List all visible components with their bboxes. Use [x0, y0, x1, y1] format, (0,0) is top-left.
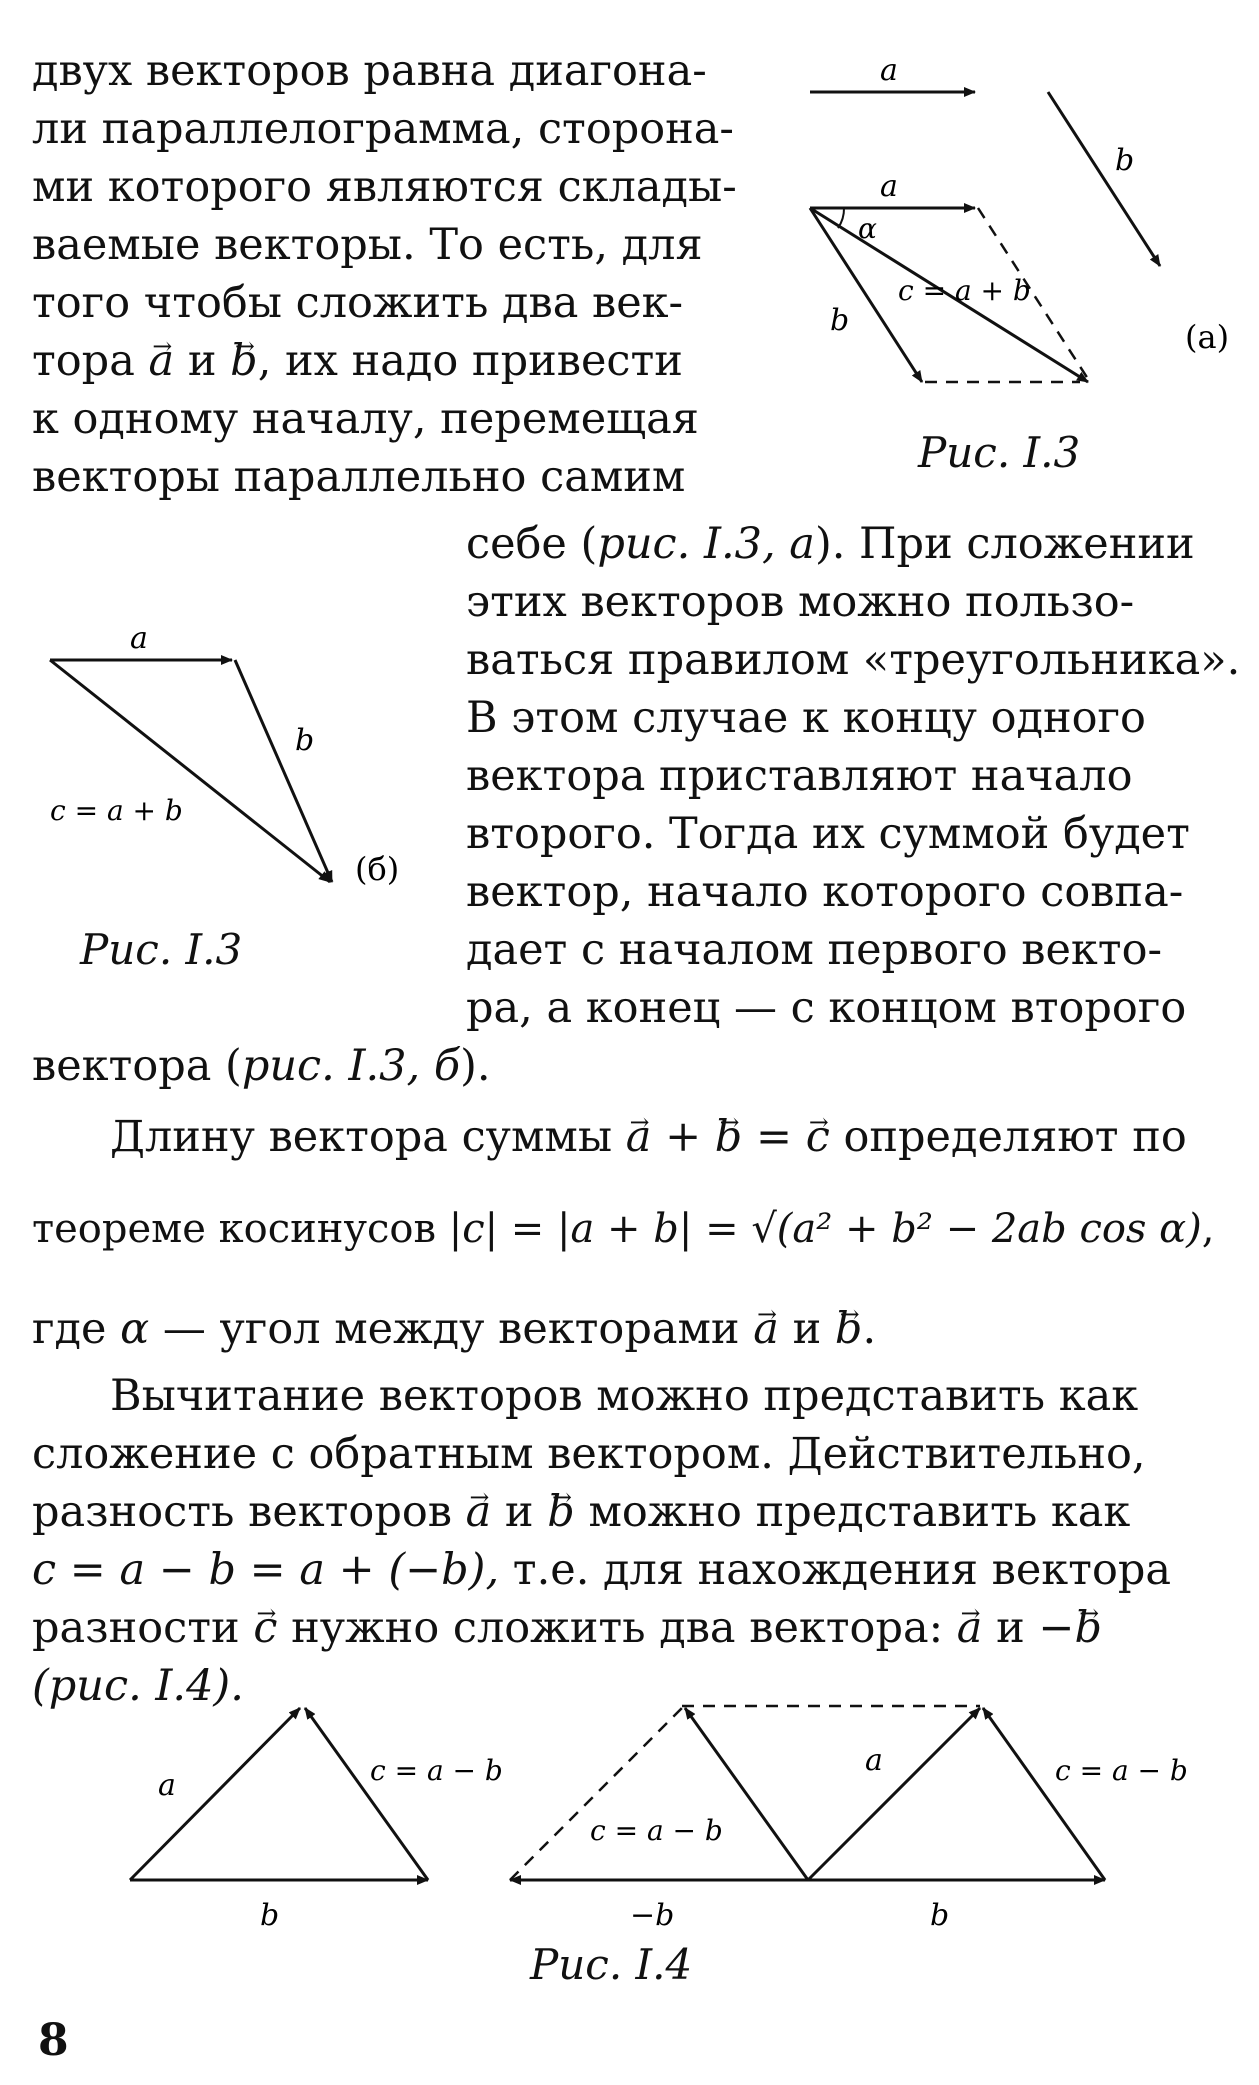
text-fragment: где	[32, 1304, 121, 1354]
text-line: векторы параллельно самим	[32, 452, 686, 502]
vector-a-label: a	[158, 1768, 176, 1803]
vector-a-symbol: → a	[753, 1300, 779, 1358]
vector-b-label: b	[295, 723, 315, 758]
figure-1-4	[100, 1680, 1230, 1940]
text-fragment: ).	[460, 1041, 491, 1091]
text-line: того чтобы сложить два век-	[32, 278, 684, 328]
text-fragment: и	[491, 1487, 548, 1537]
vector-a-label: a	[880, 53, 898, 88]
text-line: двух векторов равна диагона-	[32, 46, 707, 96]
text-fragment: теореме косинусов	[32, 1206, 449, 1252]
vector-a-symbol: → a	[957, 1599, 983, 1657]
vector-c-label: c = a + b	[898, 274, 1031, 307]
text-line	[32, 1599, 1102, 1657]
vector-b-arrow	[235, 660, 332, 882]
text-fragment: и	[778, 1304, 835, 1354]
vector-c-arrow	[50, 660, 330, 882]
text-fragment: разность векторов	[32, 1487, 466, 1537]
text-fragment: .	[862, 1304, 877, 1354]
figure-caption: Рис. I.3	[80, 925, 243, 974]
figure-reference: рис. I.3, а	[597, 519, 815, 569]
text-line: вектор, начало которого совпа-	[466, 867, 1184, 917]
text-line: этих векторов можно пользо-	[466, 577, 1135, 627]
text-fragment: себе (	[466, 519, 598, 569]
vector-c-label: c = a + b	[50, 794, 183, 827]
text-line: ваться правилом «треугольника».	[466, 635, 1241, 685]
text-fragment: =	[742, 1112, 806, 1162]
figure-tag: (б)	[355, 850, 400, 888]
text-fragment: разности	[32, 1603, 254, 1653]
text-fragment: определяют по	[829, 1112, 1187, 1162]
text-line: Вычитание векторов можно представить как	[110, 1371, 1139, 1421]
vector-b-label: b	[930, 1898, 950, 1933]
vector-a-symbol: → a	[626, 1108, 652, 1166]
text-line	[32, 1483, 1130, 1541]
text-line: В этом случае к концу одного	[466, 693, 1146, 743]
vector-a-label: a	[880, 169, 898, 204]
text-line: ми которого являются склады-	[32, 162, 737, 212]
text-line: ра, а конец — с концом второго	[466, 983, 1187, 1033]
vector-a-arrow	[130, 1708, 300, 1880]
vector-c-label: c = a − b	[590, 1814, 723, 1847]
text-line: ли параллелограмма, сторона-	[32, 104, 734, 154]
figure-tag: (a)	[1185, 318, 1230, 356]
vector-b-symbol: → b	[230, 332, 258, 390]
vector-a-arrow	[808, 1708, 980, 1880]
text-line: вектора приставляют начало	[466, 751, 1133, 801]
text-line	[32, 1300, 876, 1358]
text-fragment: тора	[32, 336, 149, 386]
vector-c-symbol: → c	[806, 1108, 830, 1166]
vector-c-arrow	[983, 1708, 1105, 1880]
text-fragment: т.е. для нахождения вектора	[499, 1545, 1172, 1595]
vector-a-symbol: → a	[466, 1483, 492, 1541]
vector-a-label: a	[130, 621, 148, 656]
vector-a-label: a	[865, 1743, 883, 1778]
figure-1-3b	[30, 600, 450, 900]
text-line: второго. Тогда их суммой будет	[466, 809, 1190, 859]
text-line	[110, 1108, 1187, 1166]
figure-1-3a	[780, 30, 1250, 470]
text-fragment: Длину вектора суммы	[110, 1112, 626, 1162]
vector-b-label: b	[1115, 143, 1135, 178]
cosine-formula: |c| = |a + b| = √(a² + b² − 2ab cos α)	[448, 1206, 1202, 1252]
vector-c-label: c = a − b	[370, 1754, 503, 1787]
text-line	[32, 332, 683, 390]
vector-neg-b-label: −b	[630, 1898, 675, 1933]
text-line	[32, 1541, 1171, 1599]
text-line: дает с началом первого векто-	[466, 925, 1162, 975]
text-fragment: и	[174, 336, 231, 386]
figure-reference: (рис. I.4).	[32, 1661, 244, 1711]
text-fragment: +	[651, 1112, 715, 1162]
angle-alpha-label: α	[858, 212, 877, 245]
angle-arc	[838, 208, 844, 228]
figure-caption: Рис. I.4	[530, 1940, 693, 1989]
text-fragment: нужно сложить два вектора:	[277, 1603, 957, 1653]
vector-b-label: b	[830, 303, 850, 338]
vector-c-arrow	[305, 1708, 428, 1880]
text-fragment: и	[982, 1603, 1039, 1653]
vector-c-label: c = a − b	[1055, 1754, 1188, 1787]
page-number: 8	[38, 2015, 69, 2066]
text-fragment: — угол между векторами	[149, 1304, 754, 1354]
vector-b-symbol: → b	[1074, 1599, 1102, 1657]
text-fragment: ). При сложении	[814, 519, 1195, 569]
text-fragment: , их надо привести	[257, 336, 683, 386]
text-line	[32, 1200, 1215, 1258]
dashed-line	[510, 1708, 682, 1880]
figure-reference: рис. I.3, б	[241, 1041, 461, 1091]
vector-a-symbol: → a	[149, 332, 175, 390]
difference-formula: c = a − b = a + (−b),	[32, 1545, 500, 1595]
text-fragment: можно представить как	[574, 1487, 1131, 1537]
vector-c-arrow	[685, 1708, 808, 1880]
vector-b-symbol: → b	[547, 1483, 575, 1541]
text-fragment: вектора (	[32, 1041, 242, 1091]
vector-b-symbol: → b	[715, 1108, 743, 1166]
vector-b-label: b	[260, 1898, 280, 1933]
vector-b-symbol: → b	[835, 1300, 863, 1358]
text-line: ваемые векторы. То есть, для	[32, 220, 703, 270]
text-fragment: −	[1038, 1603, 1075, 1653]
text-line: к одному началу, перемещая	[32, 394, 699, 444]
alpha-symbol: α	[120, 1304, 150, 1354]
vector-b-arrow	[1048, 92, 1160, 266]
text-fragment: ,	[1201, 1206, 1215, 1252]
figure-caption: Рис. I.3	[918, 428, 1081, 477]
text-line	[466, 515, 1195, 573]
vector-c-symbol: → c	[253, 1599, 277, 1657]
text-line: сложение с обратным вектором. Действительно,	[32, 1429, 1146, 1479]
text-line	[32, 1037, 491, 1095]
